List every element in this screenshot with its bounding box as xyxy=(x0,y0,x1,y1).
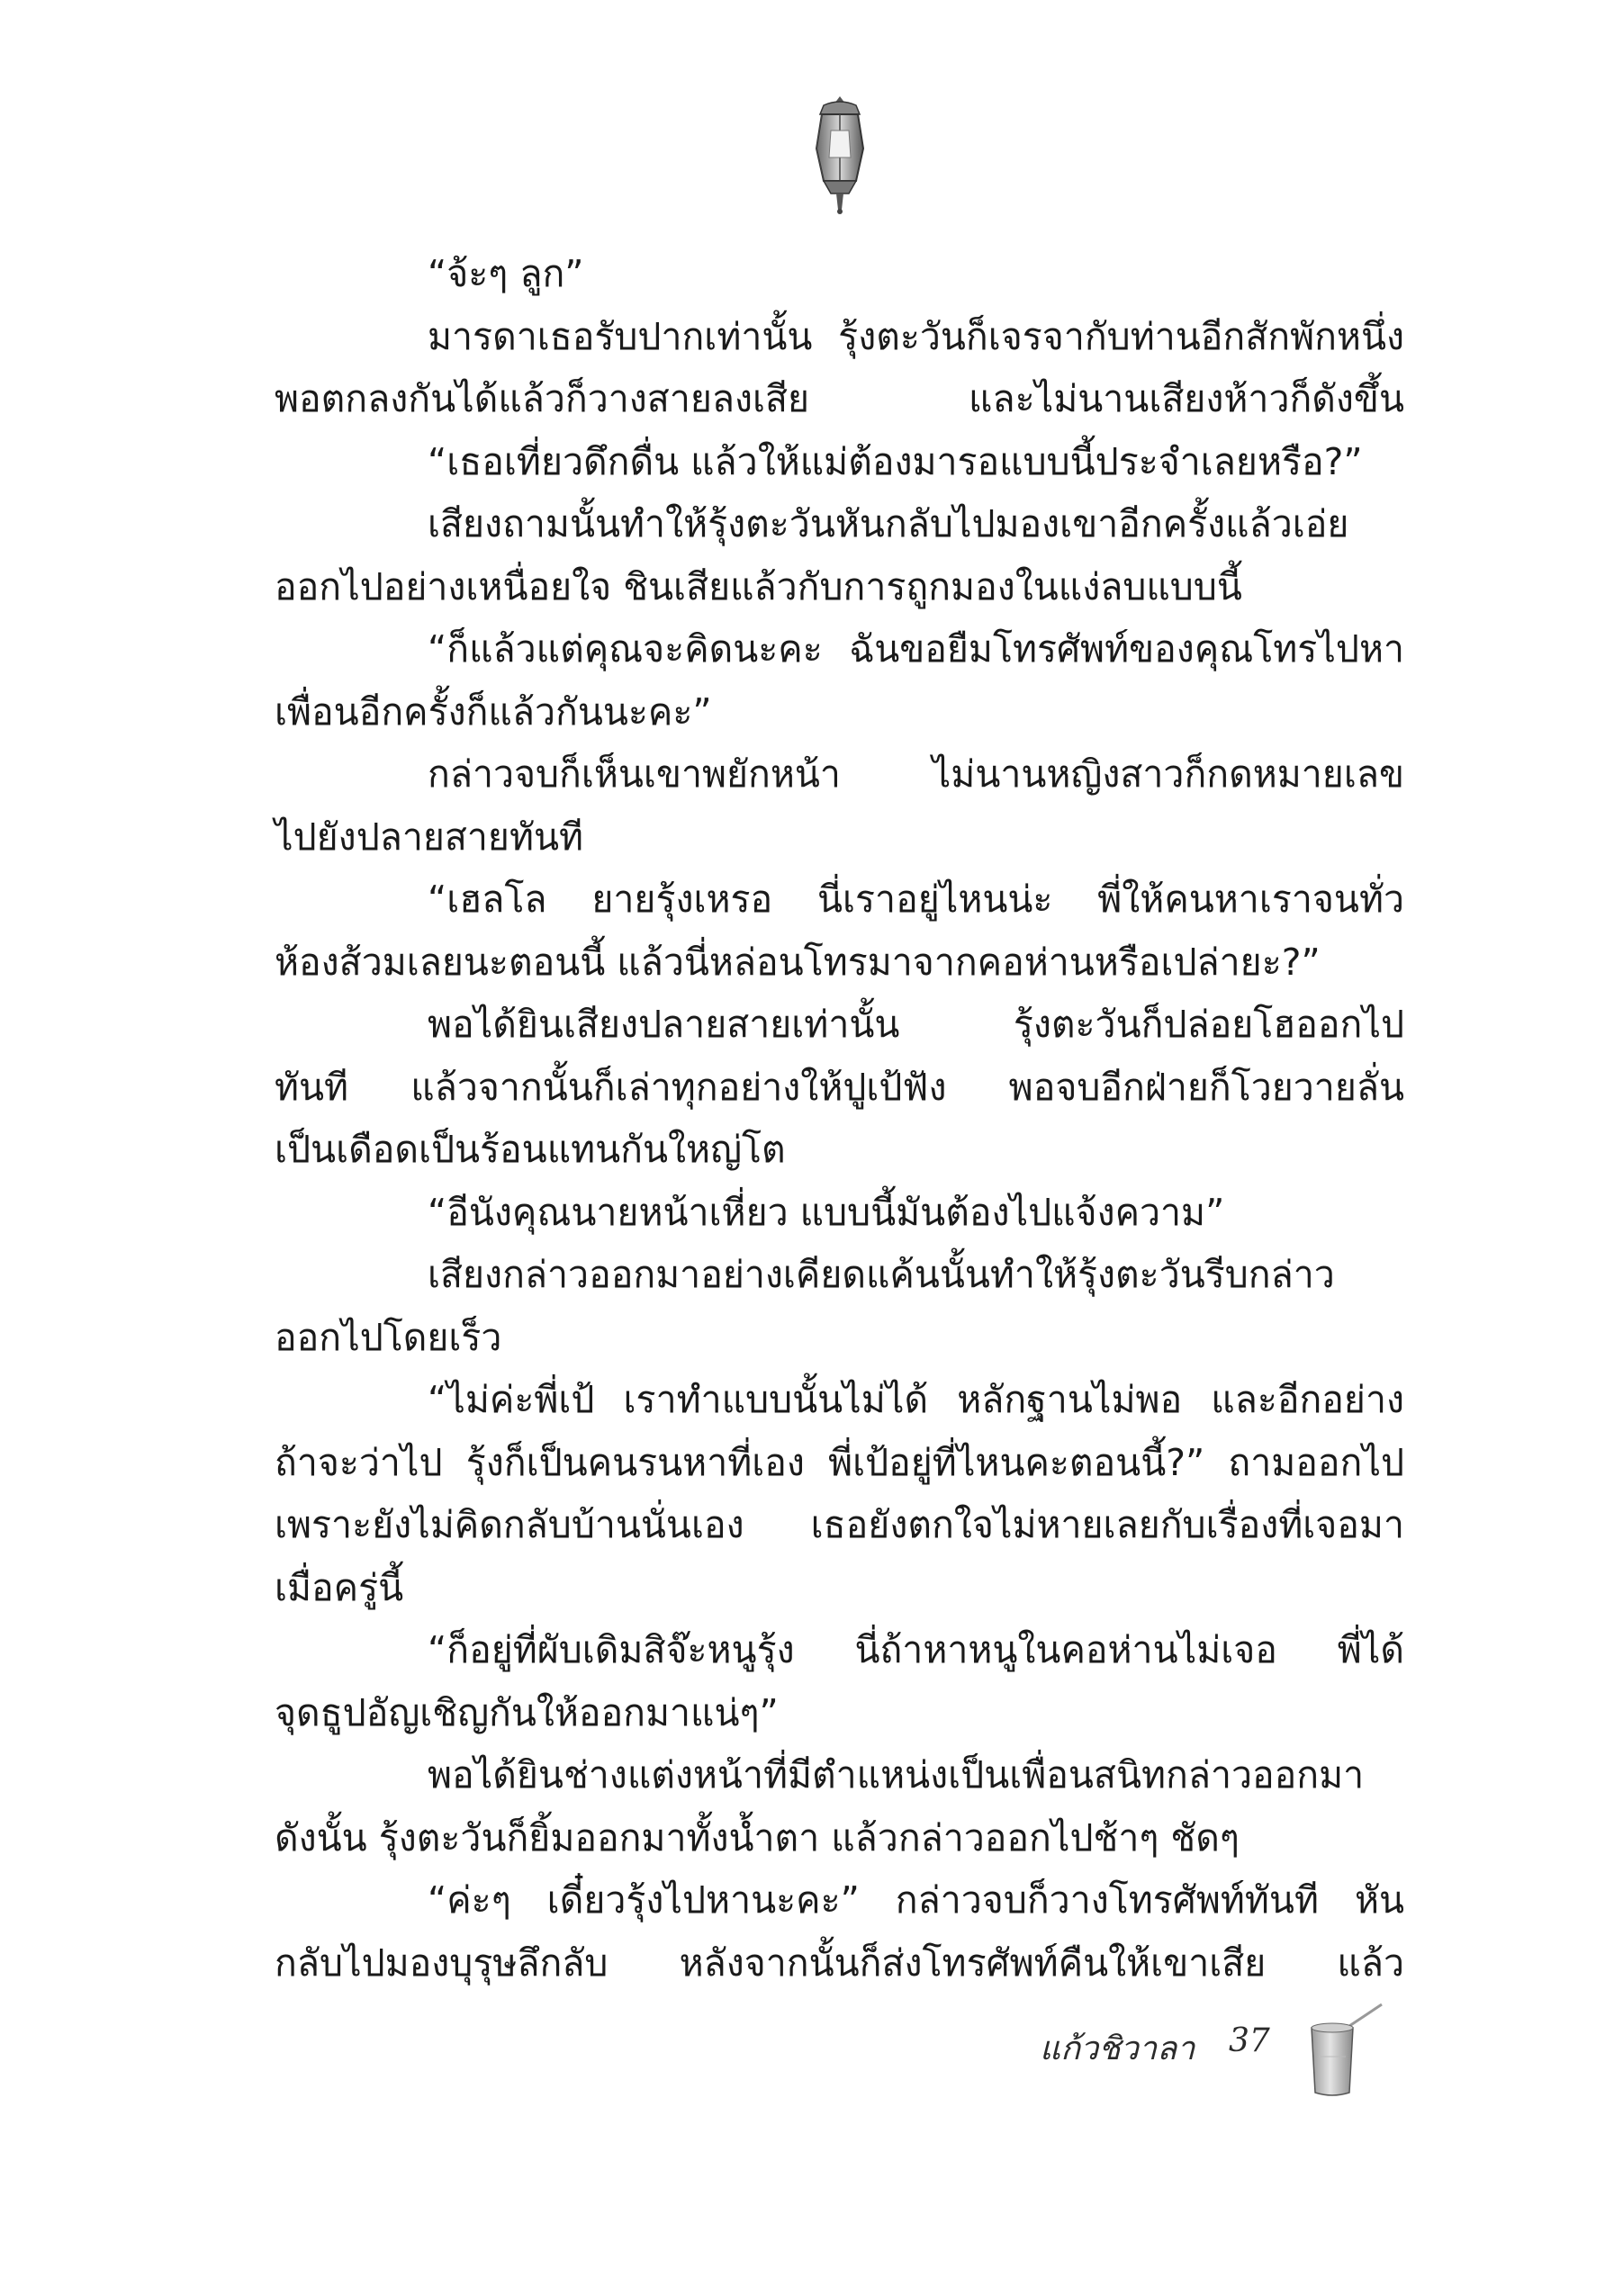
page-footer xyxy=(1040,2003,1400,2102)
text-line: กลับไปมองบุรุษลึกลับ หลังจากนั้นก็ส่งโทรศัพท์คืนให้เขาเสีย แล้ว xyxy=(275,1940,1404,1985)
text-line: ออกไปอย่างเหนื่อยใจ ชินเสียแล้วกับการถูกมองในแง่ลบแบบนี้ xyxy=(275,564,1242,608)
text-line: “ก็แล้วแต่คุณจะคิดนะคะ ฉันขอยืมโทรศัพท์ของคุณโทรไปหา xyxy=(428,627,1404,671)
text-line: “อีนังคุณนายหน้าเหี่ยว แบบนี้มันต้องไปแจ้งความ” xyxy=(428,1190,1225,1234)
text-line: “เธอเที่ยวดึกดื่น แล้วให้แม่ต้องมารอแบบนี้ประจำเลยหรือ?” xyxy=(428,439,1363,483)
text-line: จุดธูปอัญเชิญกันให้ออกมาแน่ๆ” xyxy=(275,1690,779,1734)
text-line: เพื่อนอีกครั้งก็แล้วกันนะคะ” xyxy=(275,689,712,734)
text-line: เป็นเดือดเป็นร้อนแทนกันใหญ่โต xyxy=(275,1128,786,1171)
text-line: มารดาเธอรับปากเท่านั้น รุ้งตะวันก็เจรจากับท่านอีกสักพักหนึ่ง xyxy=(428,314,1404,358)
text-line: พอได้ยินเสียงปลายสายเท่านั้น รุ้งตะวันก็ปล่อยโฮออกไป xyxy=(428,1003,1404,1046)
text-line: พอตกลงกันได้แล้วก็วางสายลงเสีย และไม่นานเสียงห้าวก็ดังขึ้น xyxy=(275,377,1404,420)
text-line: ทันที แล้วจากนั้นก็เล่าทุกอย่างให้ปูเป้ฟัง พอจบอีกฝ่ายก็โวยวายลั่น xyxy=(275,1065,1404,1109)
text-line: “จ้ะๆ ลูก” xyxy=(428,252,584,295)
text-line: กล่าวจบก็เห็นเขาพยักหน้า ไม่นานหญิงสาวก็กดหมายเลข xyxy=(428,752,1404,796)
text-line: ถ้าจะว่าไป รุ้งก็เป็นคนรนหาที่เอง พี่เป้อยู่ที่ไหนคะตอนนี้?” ถามออกไป xyxy=(275,1440,1404,1484)
text-line: ห้องส้วมเลยนะตอนนี้ แล้วนี่หล่อนโทรมาจากคอห่านหรือเปล่ายะ?” xyxy=(275,940,1321,984)
page-number: 37 xyxy=(1229,2022,1270,2059)
text-line: “ก็อยู่ที่ผับเดิมสิจ๊ะหนูรุ้ง นี่ถ้าหาหนูในคอห่านไม่เจอ พี่ได้ xyxy=(428,1628,1404,1671)
text-line: “เฮลโล ยายรุ้งเหรอ นี่เราอยู่ไหนน่ะ พี่ให้คนหาเราจนทั่ว xyxy=(428,878,1404,921)
text-line: “ไม่ค่ะพี่เป้ เราทำแบบนั้นไม่ได้ หลักฐานไม่พอ และอีกอย่าง xyxy=(428,1378,1404,1421)
book-title: แก้วชิวาลา xyxy=(1040,2030,1195,2067)
glass-icon xyxy=(1301,2003,1391,2102)
text-line: ออกไปโดยเร็ว xyxy=(275,1315,502,1359)
text-line: พอได้ยินช่างแต่งหน้าที่มีตำแหน่งเป็นเพื่อนสนิทกล่าวออกมา xyxy=(428,1753,1365,1796)
text-line: เสียงกล่าวออกมาอย่างเคียดแค้นนั้นทำให้รุ้งตะวันรีบกล่าว xyxy=(428,1253,1335,1296)
text-line: ดังนั้น รุ้งตะวันก็ยิ้มออกมาทั้งน้ำตา แล้วกล่าวออกไปช้าๆ ชัดๆ xyxy=(275,1815,1240,1859)
text-line: เพราะยังไม่คิดกลับบ้านนั่นเอง เธอยังตกใจไม่หายเลยกับเรื่องที่เจอมา xyxy=(275,1503,1404,1546)
body-text xyxy=(275,243,1404,1994)
text-line: เสียงถามนั้นทำให้รุ้งตะวันหันกลับไปมองเขาอีกครั้งแล้วเอ่ย xyxy=(428,502,1349,545)
text-line: เมื่อครู่นี้ xyxy=(275,1565,404,1609)
lantern-icon xyxy=(804,95,876,216)
text-line: “ค่ะๆ เดี๋ยวรุ้งไปหานะคะ” กล่าวจบก็วางโทรศัพท์ทันที หัน xyxy=(428,1878,1404,1922)
text-line: ไปยังปลายสายทันที xyxy=(275,815,584,859)
